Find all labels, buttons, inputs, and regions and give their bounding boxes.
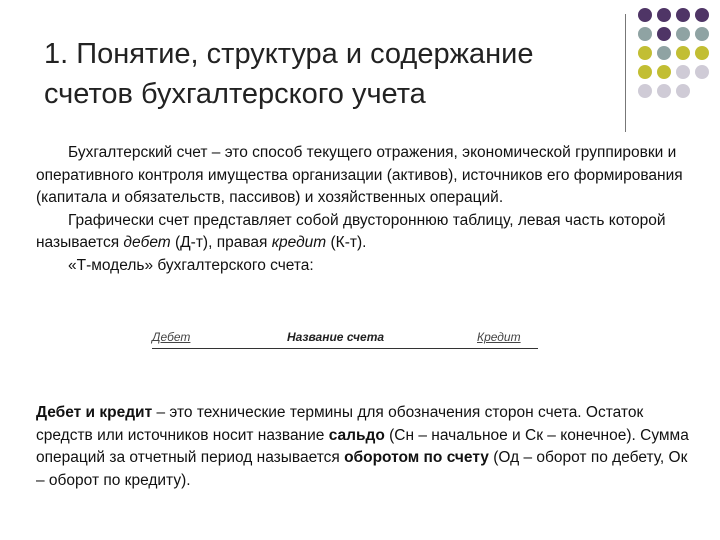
decorative-dot (676, 8, 690, 22)
paragraph-debit-credit (36, 402, 691, 492)
decorative-dot (657, 8, 671, 22)
paragraph-graphic (36, 210, 686, 255)
decorative-dot (657, 84, 671, 98)
decorative-dot (676, 84, 690, 98)
graphic-text-b: (Д-т), правая (170, 234, 272, 251)
term-credit: кредит (271, 234, 327, 251)
graphic-text-c: (К-т). (326, 234, 367, 251)
decorative-dot (676, 27, 690, 41)
decorative-dot (657, 27, 671, 41)
decorative-dot (676, 46, 690, 60)
decorative-dot (657, 65, 671, 79)
term-debit-credit: Дебет и кредит (36, 404, 153, 421)
decorative-dot (638, 46, 652, 60)
title-divider (625, 14, 626, 132)
decorative-dot (695, 84, 709, 98)
t-model-diagram (152, 330, 538, 352)
bottom-text-3: (Од – оборот по дебету, Ок – оборот по кредиту). (36, 449, 688, 489)
t-model-line (152, 348, 538, 349)
term-account: Бухгалтерский счет (68, 144, 208, 161)
bottom-text-1: – это технические термины для обозначения сторон счета. Остаток средств или источников носит название (36, 404, 644, 444)
decorative-dot (638, 8, 652, 22)
graphic-text-a: Графически счет представляет собой двустороннюю таблицу, левая часть которой называется (36, 211, 666, 251)
decorative-dot (676, 65, 690, 79)
term-turnover: оборотом по счету (344, 449, 489, 466)
bottom-text-2: (Сн – начальное и Ск – конечное). Сумма операций за отчетный период называется (36, 426, 689, 466)
paragraph-tmodel: «Т-модель» бухгалтерского счета: (68, 256, 314, 274)
decorative-dot (657, 46, 671, 60)
t-model-debit-label: Дебет (152, 330, 191, 344)
slide-title: 1. Понятие, структура и содержание счетов бухгалтерского учета (44, 38, 534, 110)
debit-credit-text (36, 402, 691, 492)
decorative-dot (638, 84, 652, 98)
definition-body: – это способ текущего отражения, экономической группировки и оперативного контроля имущества организации (активов), источников его формирования (капитала и обязательств, пассивов) и хозяйственных операций. (36, 144, 683, 206)
paragraph-definition (36, 142, 686, 210)
decorative-dot (638, 65, 652, 79)
decorative-dot (695, 65, 709, 79)
t-model-account-name: Название счета (287, 330, 385, 344)
decorative-dot (695, 8, 709, 22)
decorative-dot (695, 27, 709, 41)
term-debit: дебет (123, 234, 171, 251)
t-model-credit-label: Кредит (477, 330, 521, 344)
decorative-dot-grid (638, 8, 709, 98)
term-saldo: сальдо (328, 426, 385, 444)
decorative-dot (638, 27, 652, 41)
decorative-dot (695, 46, 709, 60)
definition-text (36, 142, 686, 277)
